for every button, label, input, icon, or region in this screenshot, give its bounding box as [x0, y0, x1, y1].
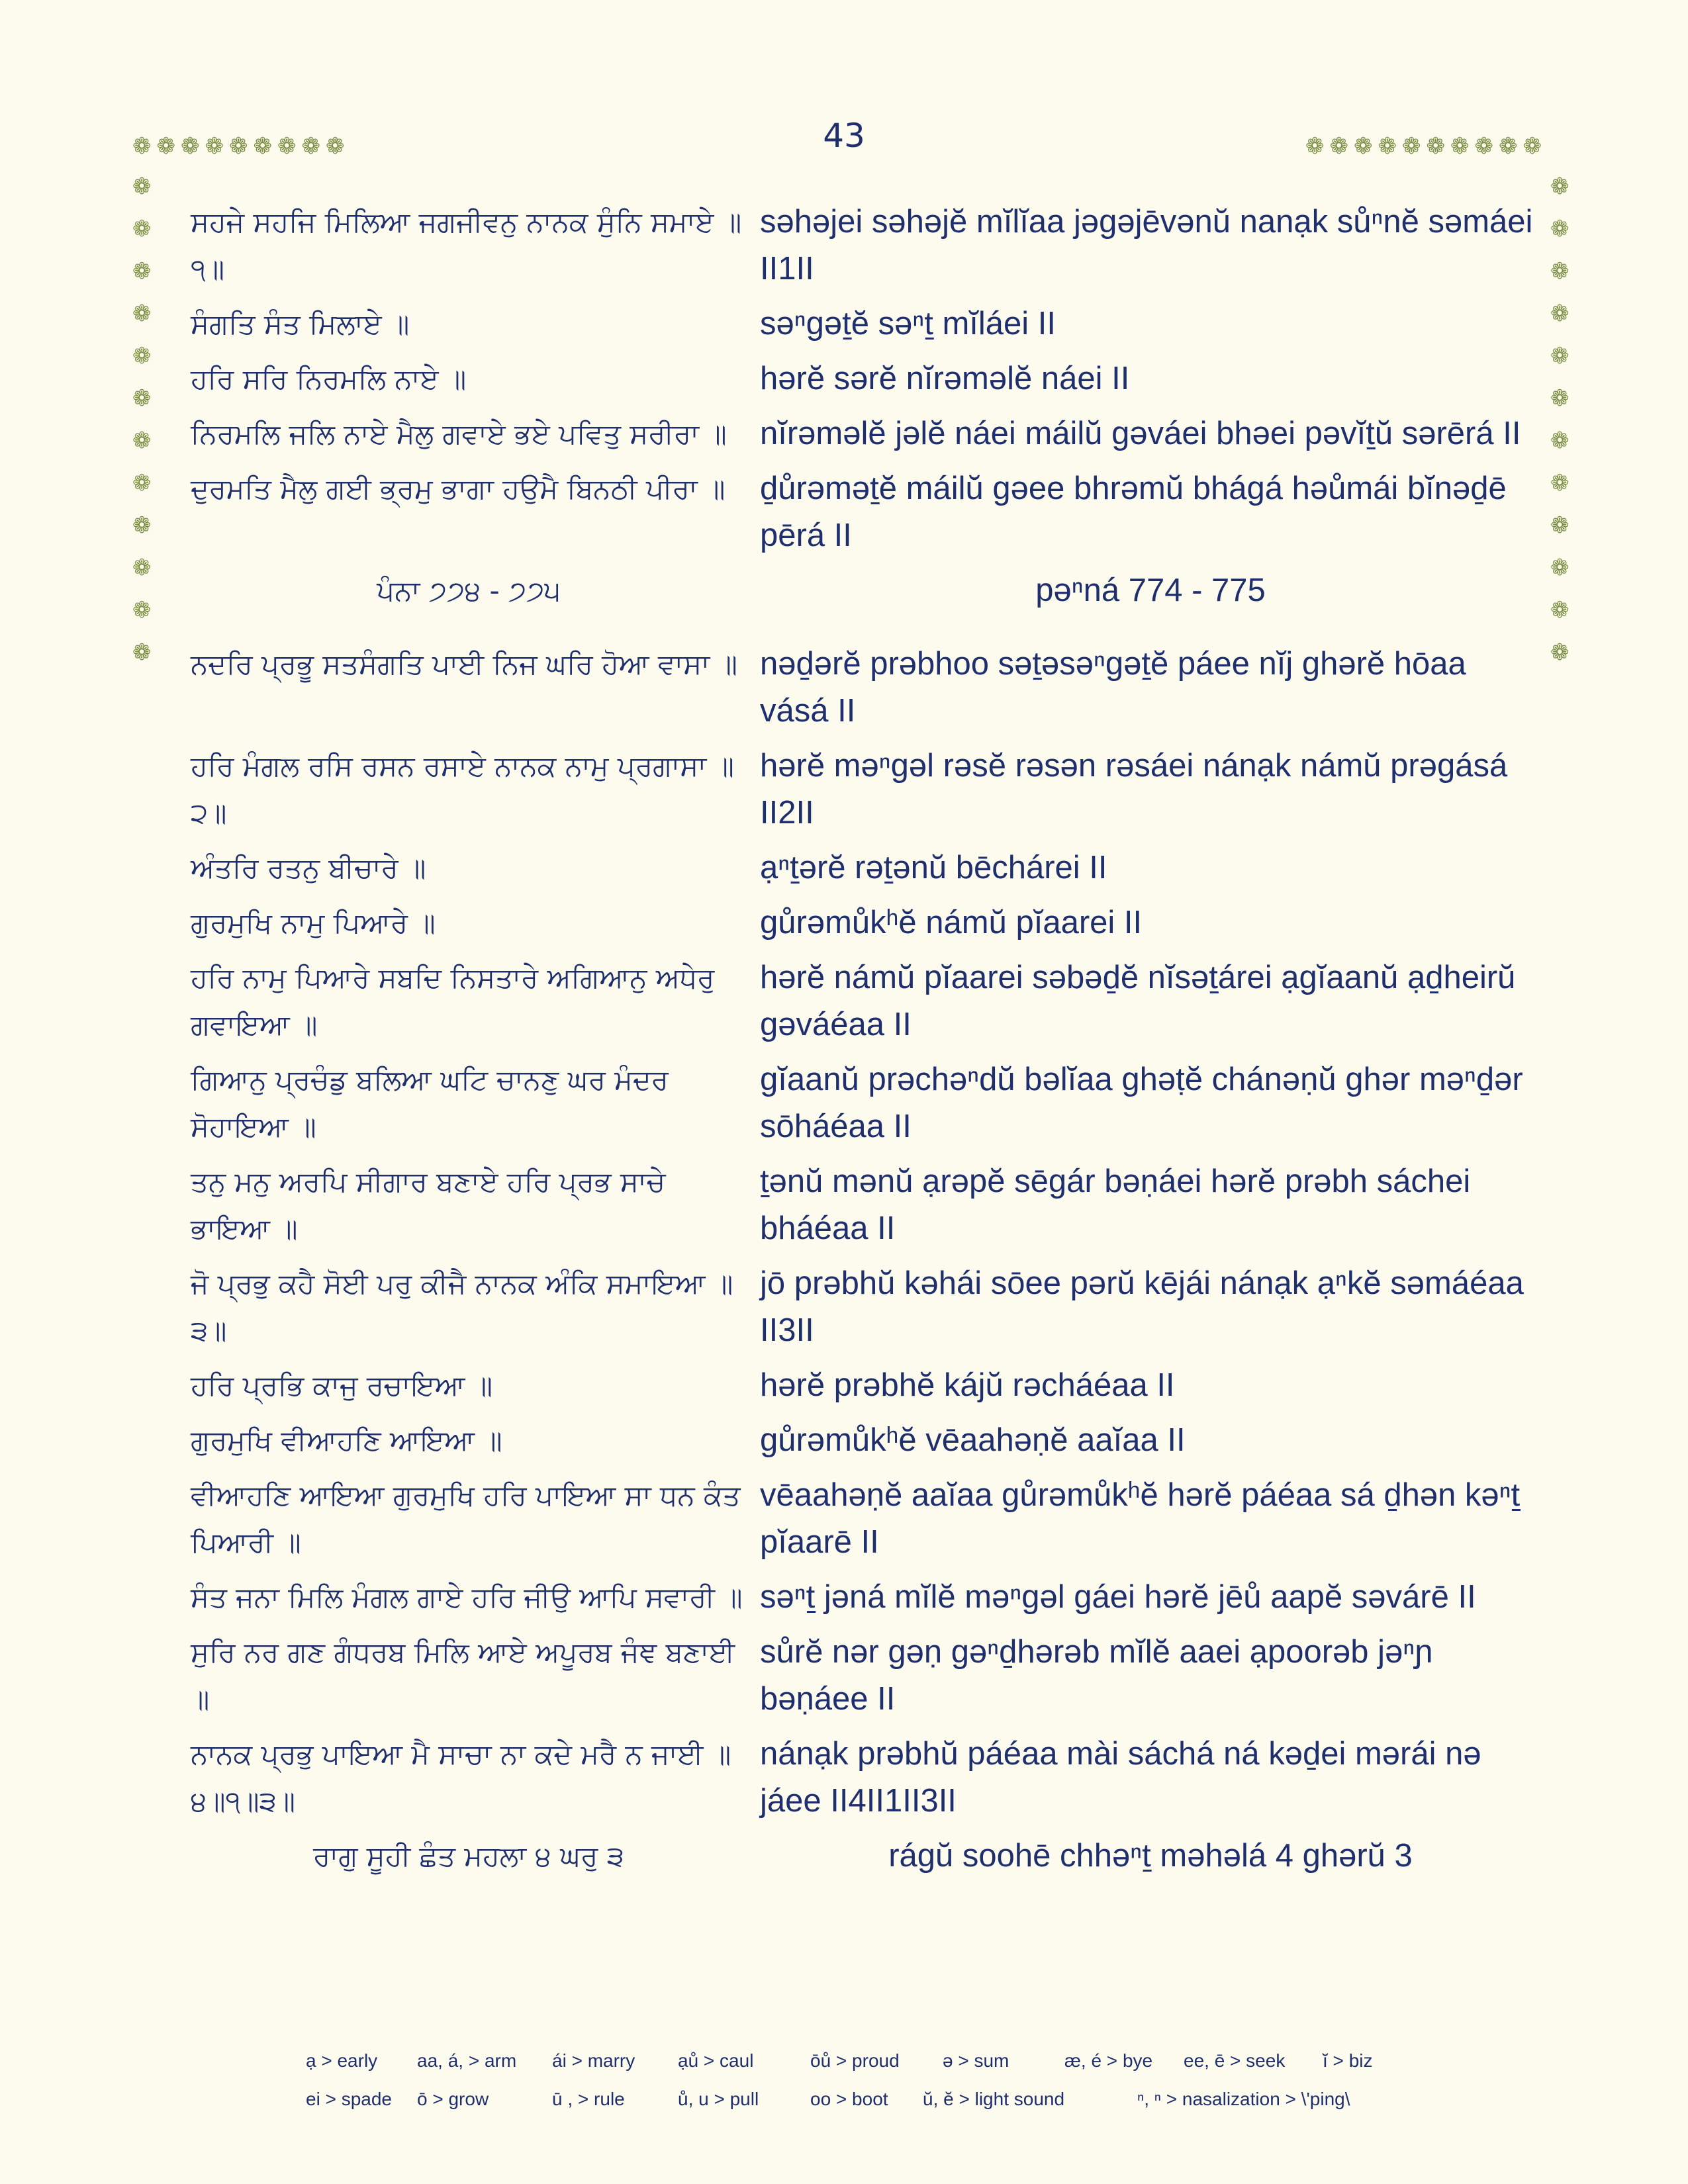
flower-icon: ❁: [132, 512, 152, 539]
flower-icon: ❁: [1354, 133, 1378, 159]
flower-icon: ❁: [181, 133, 205, 159]
section-heading-row: [191, 1833, 1541, 1880]
verse-row: [191, 844, 1541, 891]
legend-item: ōů > proud: [810, 2050, 900, 2071]
flower-icon: ❁: [1550, 512, 1570, 539]
verse-row: [191, 410, 1541, 457]
flower-icon: ❁: [132, 385, 152, 412]
verse-row: [191, 1629, 1541, 1723]
flower-icon: ❁: [132, 343, 152, 369]
verse-row: [191, 641, 1541, 735]
gurmukhi-text: ਪੰਨਾ ੭੭੪ - ੭੭੫: [377, 574, 561, 607]
gurmukhi-text: ਤਨੁ ਮਨੁ ਅਰਪਿ ਸੀਗਾਰ ਬਣਾਏ ਹਰਿ ਪ੍ਰਭ ਸਾਚੇ ਭਾਇਆ ॥: [191, 1165, 666, 1245]
transliteration-text: nĭrəməlĕ jəlĕ náei máilŭ gəváei bhəei pəvĭṯŭ sərērá II: [760, 416, 1521, 451]
flower-icon: ❁: [1426, 133, 1450, 159]
ornament-right: [1550, 165, 1573, 674]
transliteration-text: hərĕ sərĕ nĭrəməlĕ náei II: [760, 361, 1130, 396]
transliteration-text: hərĕ námŭ pĭaarei səbəḏĕ nĭsəṯárei ạgĭaanŭ ạḏheirŭ gəváéaa II: [760, 960, 1516, 1042]
flower-icon: ❁: [1450, 133, 1475, 159]
transliteration-text: vēaahəṇĕ aaĭaa gůrəmůkʰĕ hərĕ páéaa sá ḏhən kəⁿṯ pĭaarē II: [760, 1477, 1521, 1560]
flower-icon: ❁: [156, 133, 181, 159]
flower-icon: ❁: [1402, 133, 1427, 159]
flower-icon: ❁: [1550, 470, 1570, 496]
transliteration-text: nəḏərĕ prəbhoo səṯəsəⁿgəṯĕ páee nĭj ghərĕ hōaa vásá II: [760, 646, 1466, 729]
flower-icon: ❁: [1550, 597, 1570, 623]
verse-row: [191, 1362, 1541, 1409]
verse-row: [191, 1260, 1541, 1354]
flower-icon: ❁: [132, 300, 152, 327]
transliteration-text: ṯənŭ mənŭ ạrəpĕ sēgár bəṇáei hərĕ prəbh sáchei bháéaa II: [760, 1163, 1471, 1246]
flower-icon: ❁: [1474, 133, 1499, 159]
flower-icon: ❁: [132, 470, 152, 496]
legend-item: ŭ, ĕ > light sound: [923, 2089, 1065, 2109]
flower-icon: ❁: [277, 133, 302, 159]
flower-icon: ❁: [132, 258, 152, 285]
flower-icon: ❁: [301, 133, 326, 159]
transliteration-text: ạⁿṯərĕ rəṯənŭ bēchárei II: [760, 850, 1107, 886]
flower-icon: ❁: [1550, 639, 1570, 666]
ornament-top-right: [1305, 135, 1547, 158]
verse-row: [191, 743, 1541, 837]
flower-icon: ❁: [326, 133, 350, 159]
flower-icon: ❁: [132, 555, 152, 581]
gurmukhi-text: ਅੰਤਰਿ ਰਤਨੁ ਬੀਚਾਰੇ ॥: [191, 852, 426, 884]
gurmukhi-text: ਗੁਰਮੁਖਿ ਵੀਆਹਣਿ ਆਇਆ ॥: [191, 1424, 502, 1457]
legend-item: ĭ > biz: [1323, 2050, 1373, 2071]
transliteration-text: pəⁿná 774 - 775: [1035, 572, 1266, 608]
flower-icon: ❁: [132, 216, 152, 242]
verse-table: [191, 199, 1541, 1906]
flower-icon: ❁: [1305, 133, 1330, 159]
flower-icon: ❁: [1550, 385, 1570, 412]
transliteration-text: sůrĕ nər gəṇ gəⁿḏhərəb mĭlĕ aaei ạpoorəb jəⁿɲ bəṇáee II: [760, 1634, 1433, 1717]
transliteration-text: hərĕ məⁿgəl rəsĕ rəsən rəsáei nánạk námŭ prəgásá II2II: [760, 748, 1508, 831]
gurmukhi-text: ਹਰਿ ਪ੍ਰਭਿ ਕਾਜੁ ਰਚਾਇਆ ॥: [191, 1369, 493, 1402]
verse-row: [191, 355, 1541, 402]
section-heading-row: [191, 567, 1541, 614]
flower-icon: ❁: [132, 639, 152, 666]
flower-icon: ❁: [1550, 300, 1570, 327]
legend-item: ạ > early: [306, 2050, 378, 2071]
verse-row: [191, 899, 1541, 946]
flower-icon: ❁: [1550, 555, 1570, 581]
flower-icon: ❁: [205, 133, 229, 159]
gurmukhi-text: ਸਹਜੇ ਸਹਜਿ ਮਿਲਿਆ ਜਗਜੀਵਨੁ ਨਾਨਕ ਸੁੰਨਿ ਸਮਾਏ ॥੧॥: [191, 206, 742, 285]
flower-icon: ❁: [132, 133, 157, 159]
gurmukhi-text: ਨਦਰਿ ਪ੍ਰਭੂ ਸਤਸੰਗਤਿ ਪਾਈ ਨਿਜ ਘਰਿ ਹੋਆ ਵਾਸਾ ॥: [191, 648, 737, 680]
transliteration-text: gůrəmůkʰĕ námŭ pĭaarei II: [760, 905, 1143, 940]
legend-item: ū , > rule: [552, 2089, 625, 2109]
pronunciation-legend: [306, 2042, 1497, 2118]
verse-row: [191, 300, 1541, 347]
gurmukhi-text: ਵੀਆਹਣਿ ਆਇਆ ਗੁਰਮੁਖਿ ਹਰਿ ਪਾਇਆ ਸਾ ਧਨ ਕੰਤ ਪਿਆਰੀ ॥: [191, 1479, 741, 1559]
legend-item: ee, ē > seek: [1184, 2050, 1286, 2071]
verse-row: [191, 1417, 1541, 1464]
flower-icon: ❁: [253, 133, 277, 159]
flower-icon: ❁: [132, 173, 152, 200]
legend-item: ei > spade: [306, 2089, 392, 2109]
flower-icon: ❁: [1550, 173, 1570, 200]
gurmukhi-text: ਗੁਰਮੁਖਿ ਨਾਮੁ ਪਿਆਰੇ ॥: [191, 907, 436, 939]
gurmukhi-text: ਨਿਰਮਲਿ ਜਲਿ ਨਾਏ ਮੈਲੁ ਗਵਾਏ ਭਏ ਪਵਿਤੁ ਸਰੀਰਾ ॥: [191, 418, 727, 450]
gurmukhi-text: ਦੁਰਮਤਿ ਮੈਲੁ ਗਈ ਭ੍ਰਮੁ ਭਾਗਾ ਹਉਮੈ ਬਿਨਠੀ ਪੀਰਾ ॥: [191, 473, 726, 505]
flower-icon: ❁: [132, 597, 152, 623]
transliteration-text: hərĕ prəbhĕ kájŭ rəcháéaa II: [760, 1367, 1175, 1403]
verse-row: [191, 1731, 1541, 1825]
ornament-left: [132, 165, 155, 674]
transliteration-text: səhəjei səhəjĕ mĭlĭaa jəgəjēvənŭ nanạk sůⁿnĕ səmáei II1II: [760, 204, 1533, 287]
flower-icon: ❁: [1550, 216, 1570, 242]
flower-icon: ❁: [132, 428, 152, 454]
legend-item: æ, é > bye: [1064, 2050, 1153, 2071]
gurmukhi-text: ਰਾਗੁ ਸੂਹੀ ਛੰਤ ਮਹਲਾ ੪ ਘਰੁ ੩: [313, 1840, 624, 1872]
verse-row: [191, 199, 1541, 293]
legend-item: ə > sum: [943, 2050, 1009, 2071]
gurmukhi-text: ਜੋ ਪ੍ਰਭੁ ਕਹੈ ਸੋਈ ਪਰੁ ਕੀਜੈ ਨਾਨਕ ਅੰਕਿ ਸਮਾਇਆ ॥੩॥: [191, 1267, 733, 1347]
legend-item: ō > grow: [417, 2089, 489, 2109]
flower-icon: ❁: [1499, 133, 1523, 159]
verse-row: [191, 1056, 1541, 1150]
legend-item: ⁿ, ⁿ > nasalization > \'ping\: [1137, 2089, 1350, 2109]
legend-item: ů, u > pull: [678, 2089, 759, 2109]
flower-icon: ❁: [1378, 133, 1402, 159]
page-number: 43: [823, 116, 865, 155]
transliteration-text: ḏůrəməṯĕ máilŭ gəee bhrəmŭ bhágá həůmái bĭnəḏē pērá II: [760, 471, 1507, 553]
transliteration-text: səⁿgəṯĕ səⁿṯ mĭláei II: [760, 306, 1056, 341]
transliteration-text: rágŭ soohē chhəⁿṯ məhəlá 4 ghərŭ 3: [888, 1838, 1413, 1874]
ornament-top-left: [132, 135, 350, 158]
legend-row-2: [306, 2080, 1497, 2118]
transliteration-text: gůrəmůkʰĕ vēaahəṇĕ aaĭaa II: [760, 1422, 1186, 1458]
gurmukhi-text: ਸੰਗਤਿ ਸੰਤ ਮਿਲਾਏ ॥: [191, 308, 410, 340]
flower-icon: ❁: [1329, 133, 1354, 159]
flower-icon: ❁: [1550, 428, 1570, 454]
verse-row: [191, 1472, 1541, 1566]
legend-item: oo > boot: [810, 2089, 888, 2109]
flower-icon: ❁: [229, 133, 254, 159]
verse-row: [191, 1158, 1541, 1252]
legend-item: ái > marry: [552, 2050, 635, 2071]
flower-icon: ❁: [1550, 258, 1570, 285]
legend-row-1: [306, 2042, 1497, 2080]
flower-icon: ❁: [1550, 343, 1570, 369]
gurmukhi-text: ਗਿਆਨੁ ਪ੍ਰਚੰਡੁ ਬਲਿਆ ਘਟਿ ਚਾਨਣੁ ਘਰ ਮੰਦਰ ਸੋਹਾਇਆ ॥: [191, 1064, 669, 1143]
verse-row: [191, 465, 1541, 559]
gurmukhi-text: ਸੰਤ ਜਨਾ ਮਿਲਿ ਮੰਗਲ ਗਾਏ ਹਰਿ ਜੀਉ ਆਪਿ ਸਵਾਰੀ ॥: [191, 1581, 743, 1614]
verse-row: [191, 954, 1541, 1048]
legend-item: aa, á, > arm: [417, 2050, 517, 2071]
gurmukhi-text: ਸੁਰਿ ਨਰ ਗਣ ਗੰਧਰਬ ਮਿਲਿ ਆਏ ਅਪੂਰਬ ਜੰਞ ਬਣਾਈ ॥: [191, 1636, 735, 1715]
transliteration-text: gĭaanŭ prəchəⁿdŭ bəlĭaa ghəṭĕ chánəṇŭ ghər məⁿḏər sōháéaa II: [760, 1062, 1523, 1144]
flower-icon: ❁: [1523, 133, 1547, 159]
gurmukhi-text: ਹਰਿ ਸਰਿ ਨਿਰਮਲਿ ਨਾਏ ॥: [191, 363, 467, 395]
gurmukhi-text: ਹਰਿ ਮੰਗਲ ਰਸਿ ਰਸਨ ਰਸਾਏ ਨਾਨਕ ਨਾਮੁ ਪ੍ਰਗਾਸਾ ॥੨॥: [191, 750, 734, 829]
legend-item: ạů > caul: [678, 2050, 754, 2071]
verse-row: [191, 1574, 1541, 1621]
gurmukhi-text: ਹਰਿ ਨਾਮੁ ਪਿਆਰੇ ਸਬਦਿ ਨਿਸਤਾਰੇ ਅਗਿਆਨੁ ਅਧੇਰੁ ਗਵਾਇਆ ॥: [191, 962, 715, 1041]
transliteration-text: nánạk prəbhŭ páéaa mài sáchá ná kəḏei mərái nə jáee II4II1II3II: [760, 1736, 1481, 1819]
transliteration-text: səⁿṯ jəná mĭlĕ məⁿgəl gáei hərĕ jēů aapĕ səvárē II: [760, 1579, 1476, 1615]
gurmukhi-text: ਨਾਨਕ ਪ੍ਰਭੁ ਪਾਇਆ ਮੈ ਸਾਚਾ ਨਾ ਕਦੇ ਮਰੈ ਨ ਜਾਈ ॥੪॥੧॥੩॥: [191, 1738, 731, 1817]
transliteration-text: jō prəbhŭ kəhái sōee pərŭ kējái nánạk ạⁿkĕ səmáéaa II3II: [760, 1265, 1524, 1348]
